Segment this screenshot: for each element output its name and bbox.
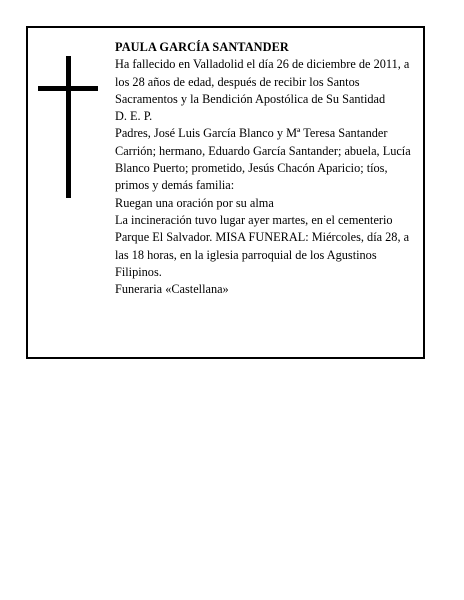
funeral-home: Funeraria «Castellana» xyxy=(115,282,229,297)
prayer-request: Ruegan una oración por su alma xyxy=(115,195,274,210)
notice-body xyxy=(115,39,421,298)
rip-line: D. E. P. xyxy=(115,109,153,124)
obituary-notice xyxy=(26,26,425,359)
cross-vertical-bar xyxy=(66,56,71,198)
cross-horizontal-bar xyxy=(38,86,98,91)
latin-cross-icon xyxy=(38,56,98,198)
funeral-details: La incineración tuvo lugar ayer martes, en el cementerio Parque El Salvador. MISA FUNERAL: Miércoles, día 28, a las 18 horas, en la iglesia parroquial de los Agustinos Filipinos. xyxy=(115,212,410,279)
deceased-name: PAULA GARCÍA SANTANDER xyxy=(115,40,289,54)
family-list: Padres, José Luis García Blanco y Mª Teresa Santander Carrión; hermano, Eduardo García Santander; abuela, Lucía Blanco Puerto; prometido, Jesús Chacón Aparicio; tíos, primos y demás familia: xyxy=(115,126,411,193)
death-announcement: Ha fallecido en Valladolid el día 26 de diciembre de 2011, a los 28 años de edad, después de recibir los Santos Sacramentos y la Bendición Apostólica de Su Santidad xyxy=(115,57,410,106)
